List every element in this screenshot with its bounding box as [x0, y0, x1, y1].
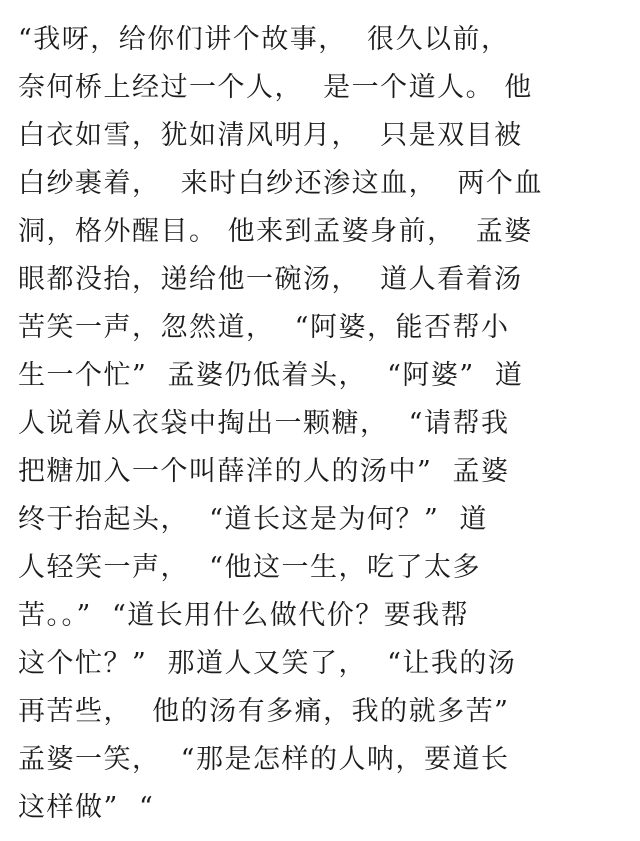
- text-line: 再苦些， 他的汤有多痛，我的就多苦”: [18, 696, 510, 727]
- text-line: 苦。。” “道长用什么做代价？要我帮: [18, 600, 470, 631]
- text-line: 人说着从衣袋中掏出一颗糖， “请帮我: [18, 408, 510, 439]
- text-line: 奈何桥上经过一个人， 是一个道人。 他: [18, 72, 533, 103]
- text-line: 终于抬起头， “道长这是为何？” 道: [18, 504, 488, 535]
- text-line: 生一个忙” 孟婆仍低着头， “阿婆” 道: [18, 360, 524, 391]
- text-line: 人轻笑一声， “他这一生，吃了太多: [18, 552, 481, 583]
- text-line: 苦笑一声，忽然道， “阿婆，能否帮小: [18, 312, 510, 343]
- text-line: 眼都没抬，递给他一碗汤， 道人看着汤: [18, 264, 523, 295]
- text-line: “我呀，给你们讲个故事， 很久以前，: [18, 24, 510, 55]
- text-line: 孟婆一笑， “那是怎样的人呐，要道长: [18, 744, 510, 775]
- text-line: 洞，格外醒目。 他来到孟婆身前， 孟婆: [18, 216, 533, 247]
- text-line: 这样做” “: [18, 792, 155, 823]
- text-line: 把糖加入一个叫薛洋的人的汤中” 孟婆: [18, 456, 510, 487]
- text-line: 白衣如雪，犹如清风明月， 只是双目被: [18, 120, 523, 151]
- text-line: 白纱裹着， 来时白纱还渗这血， 两个血: [18, 168, 543, 199]
- text-line: 这个忙？” 那道人又笑了， “让我的汤: [18, 648, 517, 679]
